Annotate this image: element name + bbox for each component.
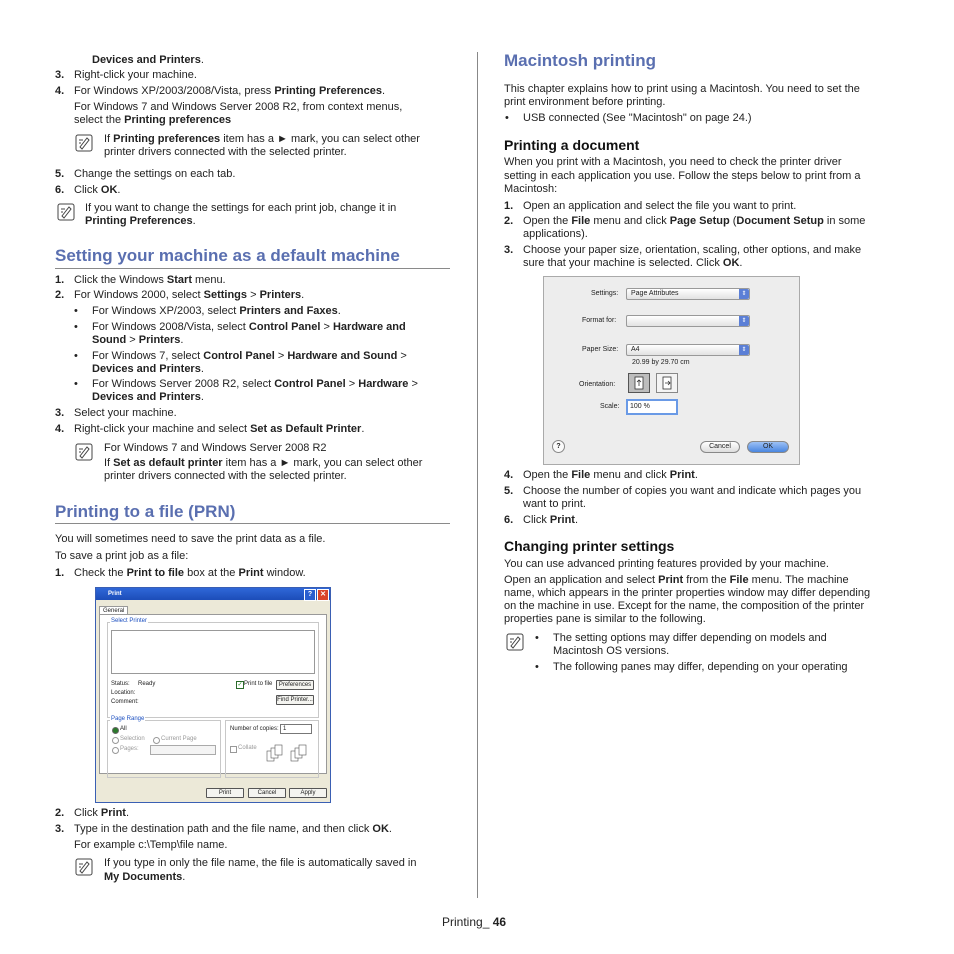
step-number: 4.: [504, 469, 514, 481]
devices-and-printers-line: Devices and Printers.: [92, 54, 204, 66]
scale-label: Scale:: [600, 403, 620, 410]
bullet: •: [535, 661, 539, 673]
step-text: Choose the number of copies you want and indicate which pages you: [523, 485, 862, 497]
step-text: want to print.: [523, 498, 586, 510]
paragraph: properties pane is similar to the following.: [504, 613, 706, 625]
cancel-button[interactable]: Cancel: [700, 441, 740, 453]
bullet: •: [535, 632, 539, 644]
paragraph: on the machine in use. Except for the name, the composition of the printer: [504, 600, 865, 612]
section-title: Macintosh printing: [504, 51, 657, 70]
step-text: Click Print.: [523, 514, 579, 526]
step-number: 5.: [55, 168, 65, 180]
step-number: 1.: [504, 200, 514, 212]
step-text: Open the File menu and click Page Setup (Document Setup in some: [523, 215, 866, 227]
paragraph: You will sometimes need to save the print data as a file.: [55, 533, 326, 545]
step-number: 3.: [55, 69, 65, 81]
bullet-text: For Windows Server 2008 R2, select Control Panel > Hardware >: [92, 378, 418, 390]
section-rule: [55, 523, 450, 524]
step-number: 6.: [504, 514, 514, 526]
windows-print-dialog: [95, 587, 331, 803]
step-number: 5.: [504, 485, 514, 497]
step-text: Check the Print to file box at the Print window.: [74, 567, 306, 579]
step-number: 1.: [55, 274, 65, 286]
step-number: 4.: [55, 85, 65, 97]
print-to-file-checkbox[interactable]: ✓: [237, 682, 243, 688]
print-button[interactable]: Print: [206, 788, 244, 798]
preferences-button[interactable]: Preferences: [276, 680, 314, 690]
step-number: 6.: [55, 184, 65, 196]
dialog-titlebar: Print ? ✕: [96, 588, 330, 600]
apply-button[interactable]: Apply: [289, 788, 327, 798]
step-text: For Windows XP/2003/2008/Vista, press Printing Preferences.: [74, 85, 385, 97]
section-rule: [55, 268, 450, 269]
paragraph: This chapter explains how to print using a Macintosh. You need to set the: [504, 83, 860, 95]
paragraph: When you print with a Macintosh, you need to check the printer driver: [504, 156, 842, 168]
note-text: The following panes may differ, depending on your operating: [553, 661, 848, 673]
orientation-label: Orientation:: [579, 381, 616, 388]
paper-size-label: Paper Size:: [582, 346, 619, 353]
section-title: Printing to a file (PRN): [55, 502, 236, 521]
note-icon: [57, 203, 75, 221]
step-subtext: select the Printing preferences: [74, 114, 232, 126]
general-pane: [99, 614, 327, 774]
step-text: Choose your paper size, orientation, scaling, other options, and make: [523, 244, 862, 256]
note-text: If you want to change the settings for each print job, change it in: [85, 202, 397, 214]
step-text: Open the File menu and click Print.: [523, 469, 698, 481]
chevron-updown-icon: ⇕: [739, 316, 749, 326]
note-text: Macintosh OS versions.: [553, 645, 670, 657]
page-number: 46: [492, 915, 507, 929]
step-text: Open an application and select the file you want to print.: [523, 200, 797, 212]
help-button[interactable]: ?: [552, 440, 565, 453]
scale-input[interactable]: 100 %: [626, 399, 678, 415]
step-number: 3.: [504, 244, 514, 256]
step-text: Right-click your machine.: [74, 69, 197, 81]
current-page-radio[interactable]: [153, 737, 160, 744]
bullet-text: For Windows 7, select Control Panel > Hardware and Sound >: [92, 350, 407, 362]
landscape-orientation-button[interactable]: [656, 373, 678, 393]
close-icon[interactable]: ✕: [317, 589, 329, 601]
note-text: Printing Preferences.: [85, 215, 196, 227]
paper-size-select[interactable]: [626, 344, 750, 356]
footer-label: Printing_: [442, 915, 493, 929]
paper-size-value: A4: [631, 346, 640, 353]
comment-label: Comment:: [111, 699, 139, 705]
pages-label: Pages:: [120, 746, 139, 752]
note-text: My Documents.: [104, 871, 186, 883]
paragraph: setting in each application you use. Follow the steps below to print from a: [504, 170, 861, 182]
note-icon: [506, 633, 524, 651]
chevron-updown-icon: ⇕: [739, 345, 749, 355]
step-text: sure that your machine is selected. Click OK.: [523, 257, 743, 269]
paper-dimensions: 20.99 by 29.70 cm: [632, 359, 690, 366]
subsection-title: Changing printer settings: [504, 538, 675, 554]
step-text: Click Print.: [74, 807, 130, 819]
step-text: Click the Windows Start menu.: [74, 274, 226, 286]
step-number: 1.: [55, 567, 65, 579]
step-subtext: For example c:\Temp\file name.: [74, 839, 228, 851]
format-label: Format for:: [582, 317, 617, 324]
paragraph: name, which appears in the printer properties window may differ depending: [504, 587, 871, 599]
portrait-orientation-button[interactable]: [628, 373, 650, 393]
note-text: If Printing preferences item has a ► mark, you can select other: [104, 133, 420, 145]
portrait-icon: [629, 374, 649, 392]
step-text: Click OK.: [74, 184, 121, 196]
step-text: Select your machine.: [74, 407, 177, 419]
bullet: •: [74, 305, 78, 317]
status-value: Ready: [138, 681, 156, 687]
step-text: Type in the destination path and the file name, and then click OK.: [74, 823, 392, 835]
step-subtext: For Windows 7 and Windows Server 2008 R2, from context menus,: [74, 101, 403, 113]
bullet: •: [74, 378, 78, 390]
column-divider: [477, 52, 478, 898]
note-text: printer drivers connected with the selected printer.: [104, 470, 347, 482]
bullet: •: [74, 350, 78, 362]
collate-checkbox[interactable]: [230, 746, 237, 753]
collate-pages-icon: [265, 743, 315, 765]
step-text: Change the settings on each tab.: [74, 168, 236, 180]
pages-input[interactable]: [150, 745, 216, 755]
note-icon: [75, 134, 93, 152]
current-page-label: Current Page: [161, 736, 197, 742]
all-radio[interactable]: [112, 727, 119, 734]
group-label: Page Range: [111, 716, 145, 722]
step-number: 2.: [504, 215, 514, 227]
section-title: Setting your machine as a default machine: [55, 246, 400, 265]
format-select[interactable]: [626, 315, 750, 327]
pages-radio[interactable]: [112, 747, 119, 754]
note-text: printer drivers connected with the selected printer.: [104, 146, 347, 158]
bullet-text: Devices and Printers.: [92, 363, 204, 375]
note-text: If you type in only the file name, the file is automatically saved in: [104, 857, 417, 869]
settings-select[interactable]: [626, 288, 750, 300]
note-text: The setting options may differ depending on models and: [553, 632, 827, 644]
copies-label: Number of copies:: [230, 726, 279, 732]
bullet-text: USB connected (See "Macintosh" on page 24.): [523, 112, 752, 124]
ok-button[interactable]: OK: [747, 441, 789, 453]
paragraph: Macintosh:: [504, 183, 558, 195]
group-label: Select Printer: [111, 618, 148, 624]
mac-page-setup-dialog: [543, 276, 800, 465]
bullet: •: [505, 112, 509, 124]
paragraph: To save a print job as a file:: [55, 550, 189, 562]
find-printer-button[interactable]: Find Printer...: [277, 697, 313, 703]
help-icon[interactable]: ?: [304, 589, 316, 601]
step-text: For Windows 2000, select Settings > Printers.: [74, 289, 305, 301]
tab-general[interactable]: General: [99, 606, 128, 615]
settings-value: Page Attributes: [631, 290, 679, 297]
cancel-button[interactable]: Cancel: [248, 788, 286, 798]
note-icon: [75, 858, 93, 876]
chevron-updown-icon: ⇕: [739, 289, 749, 299]
collate-label: Collate: [238, 745, 257, 751]
subsection-title: Printing a document: [504, 137, 640, 153]
step-number: 4.: [55, 423, 65, 435]
selection-label: Selection: [120, 736, 145, 742]
print-to-file-label: Print to file: [244, 681, 273, 687]
page-footer: [442, 915, 506, 929]
bullet-text: For Windows XP/2003, select Printers and Faxes.: [92, 305, 341, 317]
status-label: Status:: [111, 681, 130, 687]
step-number: 3.: [55, 823, 65, 835]
note-text: For Windows 7 and Windows Server 2008 R2: [104, 442, 327, 454]
note-icon: [75, 443, 93, 461]
selection-radio[interactable]: [112, 737, 119, 744]
step-number: 2.: [55, 289, 65, 301]
all-label: All: [120, 726, 127, 732]
paragraph: print environment before printing.: [504, 96, 666, 108]
step-text: applications).: [523, 228, 588, 240]
step-number: 3.: [55, 407, 65, 419]
step-text: Right-click your machine and select Set as Default Printer.: [74, 423, 365, 435]
copies-input[interactable]: 1: [280, 724, 312, 734]
landscape-icon: [657, 374, 677, 392]
bullet-text: Devices and Printers.: [92, 391, 204, 403]
bullet-text: For Windows 2008/Vista, select Control Panel > Hardware and: [92, 321, 406, 333]
bullet: •: [74, 321, 78, 333]
location-label: Location:: [111, 690, 136, 696]
paragraph: Open an application and select Print from the File menu. The machine: [504, 574, 849, 586]
settings-label: Settings:: [591, 290, 619, 297]
paragraph: You can use advanced printing features provided by your machine.: [504, 558, 829, 570]
step-number: 2.: [55, 807, 65, 819]
bullet-text: Sound > Printers.: [92, 334, 184, 346]
note-text: If Set as default printer item has a ► mark, you can select other: [104, 457, 423, 469]
printer-list[interactable]: [111, 630, 315, 674]
